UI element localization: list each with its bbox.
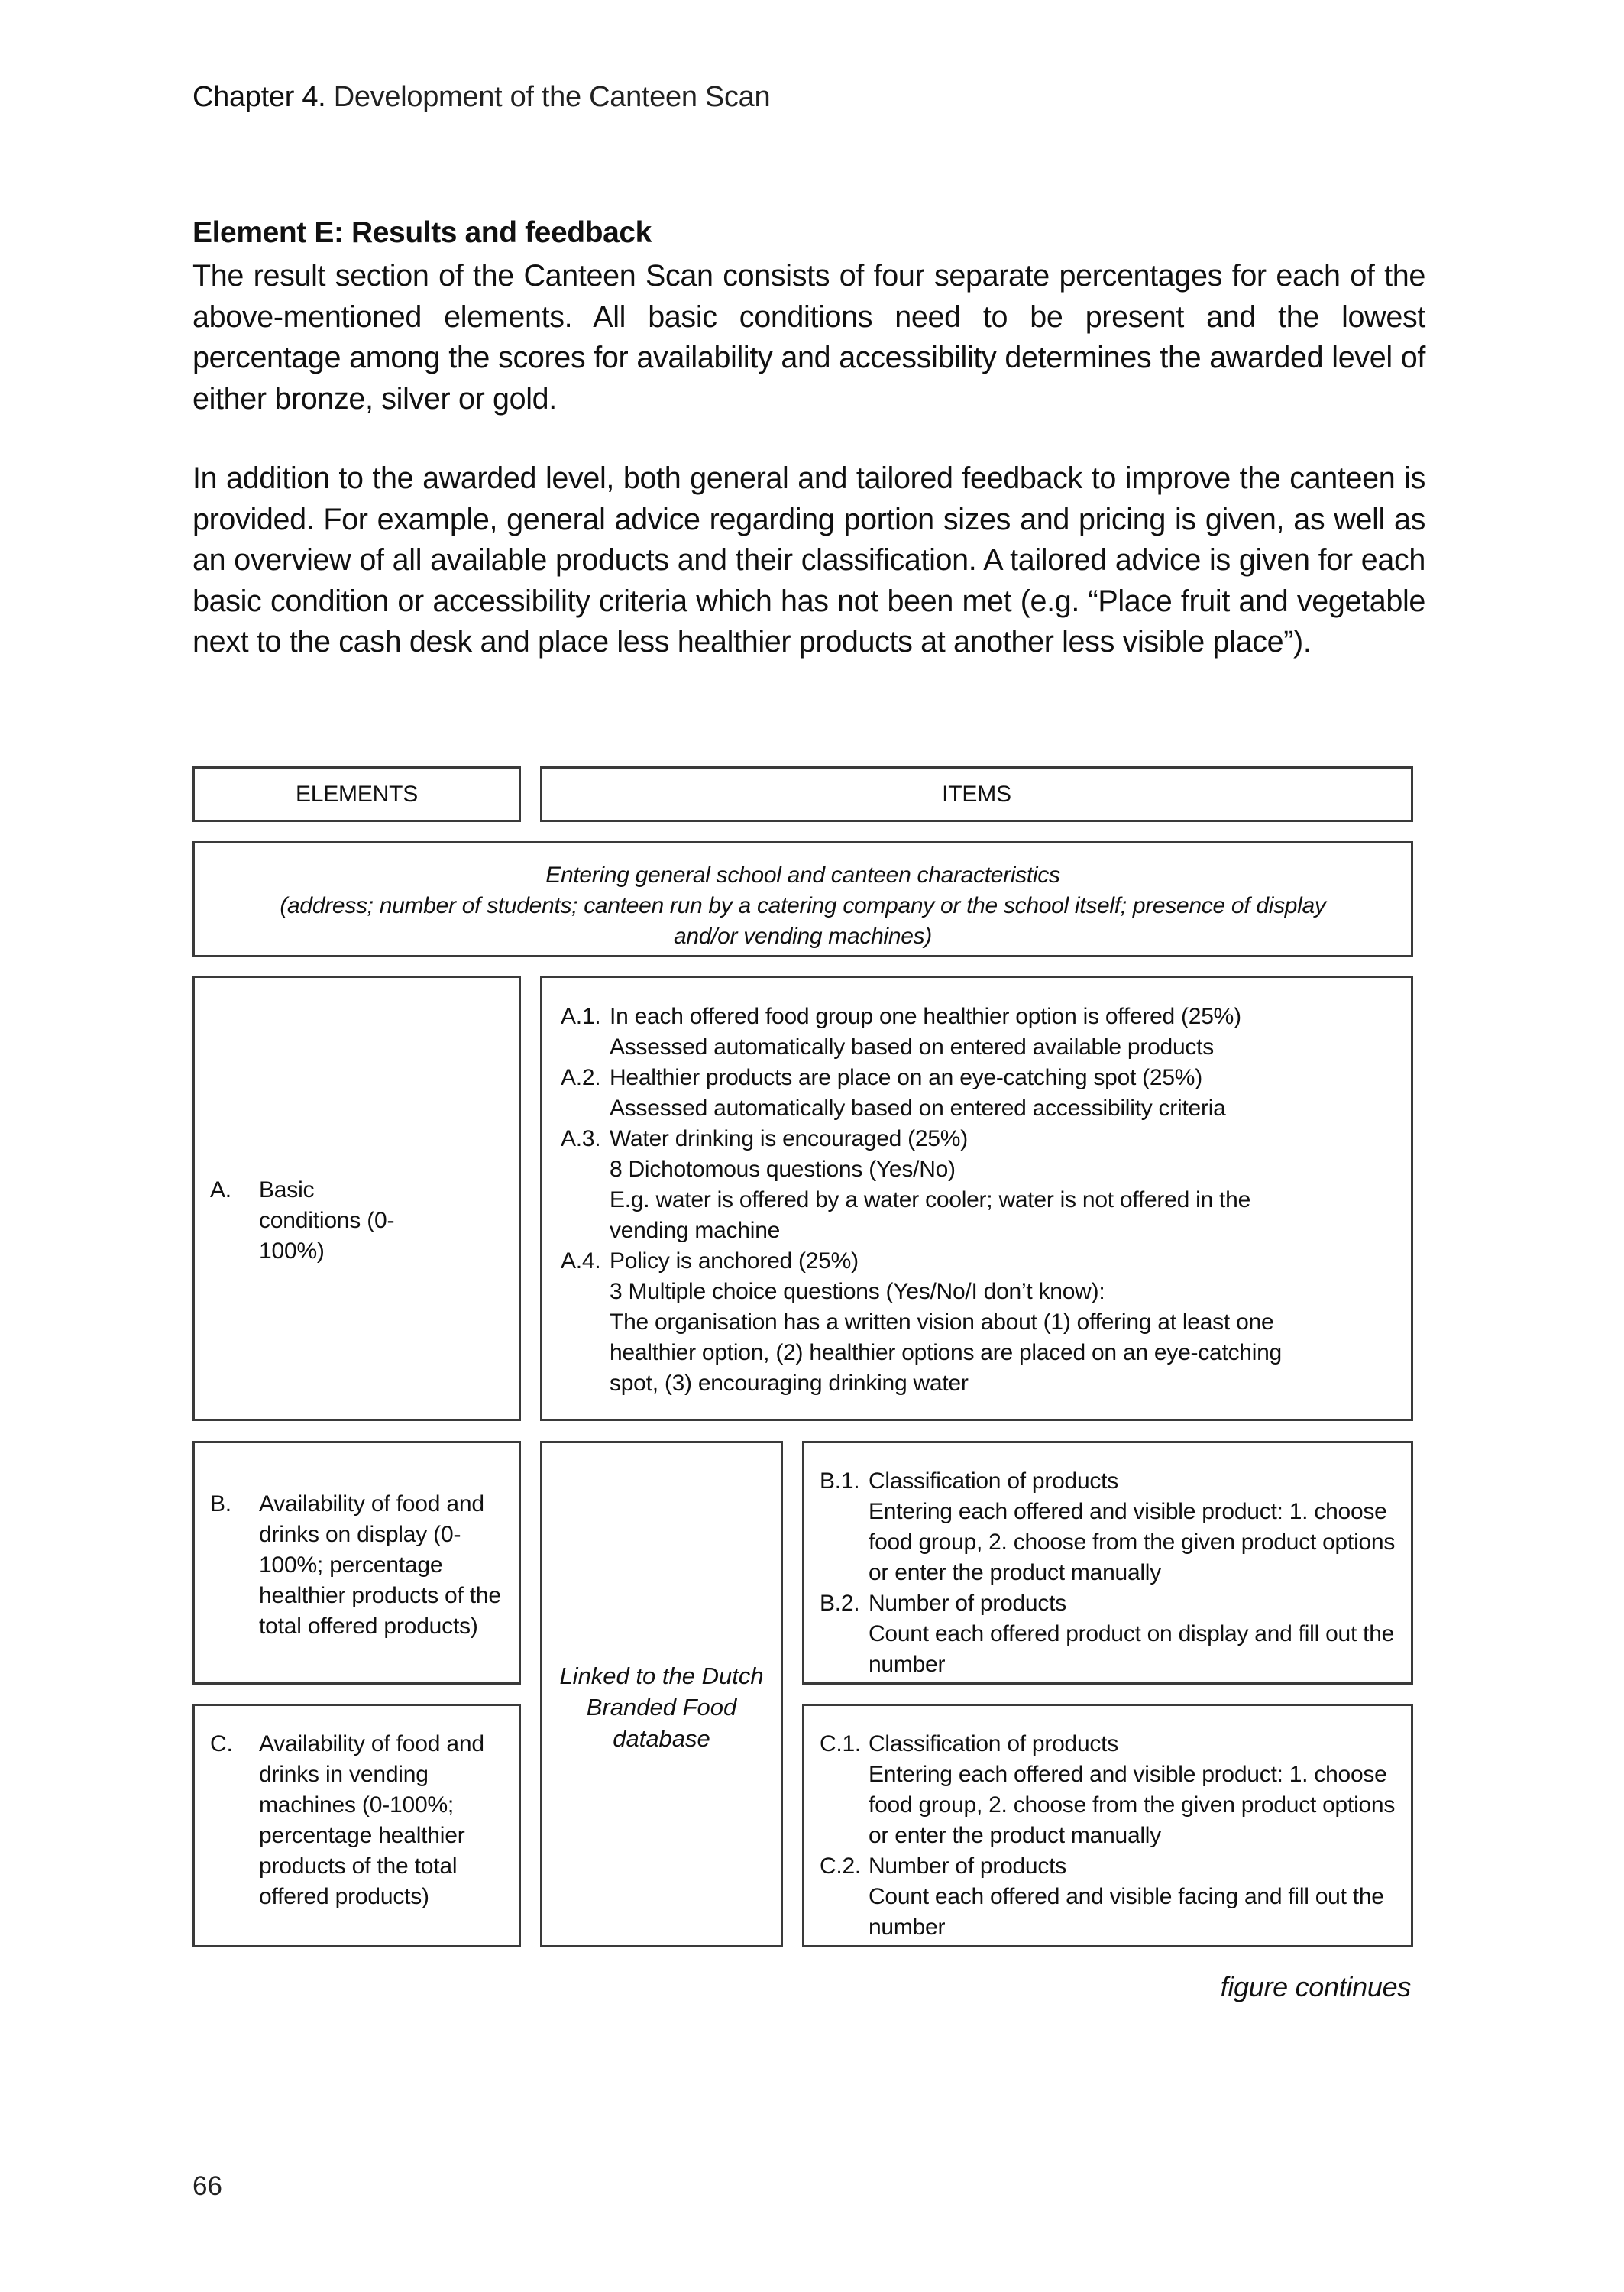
item-detail: Entering each offered and visible product: 1. choose food group, 2. choose from the given product options or enter the product manually [869, 1762, 1396, 1848]
page-number: 66 [192, 2171, 222, 2201]
item-code: B.2. [820, 1591, 860, 1616]
item-code: C.1. [820, 1731, 862, 1756]
element-a-box [192, 976, 521, 1421]
item-detail: Assessed automatically based on entered available products [610, 1034, 1214, 1060]
body-paragraph-2: In addition to the awarded level, both general and tailored feedback to improve the canteen is provided. For example, general advice regarding portion sizes and pricing is given, as well as an overview of all available products and their classification. A tailored advice is given for each basic condition or accessibility criteria which has not been met (e.g. “Place fruit and vegetable next to the cash desk and place less healthier products at another less visible place”). [192, 461, 1425, 659]
item-code: B.1. [820, 1468, 860, 1494]
section-heading: Element E: Results and feedback [192, 216, 652, 249]
item-detail: The organisation has a written vision about (1) offering at least one healthier option, (2) healthier options are placed on an eye-catching spot, (3) encouraging drinking water [610, 1309, 1282, 1396]
intro-characteristics-text [195, 860, 1411, 952]
item-detail: 3 Multiple choice questions (Yes/No/I don’t know): [610, 1279, 1105, 1304]
element-b-letter: B. [210, 1491, 231, 1517]
element-c-text: Availability of food and drinks in vending machines (0-100%; percentage healthier products of the total offered products) [259, 1731, 484, 1909]
item-b2 [820, 1588, 1402, 1619]
linked-database-note: Linked to the Dutch Branded Food database [559, 1662, 764, 1752]
chapter-number: Chapter 4. [192, 81, 326, 113]
intro-characteristics-box [192, 841, 1413, 957]
item-title: Water drinking is encouraged (25%) [610, 1126, 968, 1151]
intro-details: (address; number of students; canteen run by a catering company or the school itself; presence of display and/or vending machines) [280, 893, 1326, 949]
item-detail: Assessed automatically based on entered accessibility criteria [610, 1096, 1226, 1121]
element-c-items [820, 1729, 1402, 1943]
item-detail: E.g. water is offered by a water cooler; water is not offered in the vending machine [610, 1187, 1251, 1243]
item-c2 [820, 1851, 1402, 1882]
running-head [192, 81, 770, 114]
linked-database-box [540, 1441, 783, 1947]
item-title: Policy is anchored (25%) [610, 1248, 859, 1274]
element-b-items-box [802, 1441, 1413, 1685]
header-elements-label: ELEMENTS [295, 781, 419, 807]
element-b-box [192, 1441, 521, 1685]
item-a2 [561, 1063, 1319, 1093]
element-c-box [192, 1704, 521, 1947]
element-b-label [210, 1489, 511, 1642]
item-detail: Count each offered and visible facing and fill out the number [869, 1884, 1384, 1940]
element-c-letter: C. [210, 1731, 233, 1756]
item-a1 [561, 1002, 1319, 1032]
intro-title: Entering general school and canteen characteristics [545, 863, 1060, 888]
item-detail: Count each offered product on display and fill out the number [869, 1621, 1395, 1677]
item-a3 [561, 1124, 1319, 1154]
element-c-items-box [802, 1704, 1413, 1947]
figure-continues-note: figure continues [1220, 1971, 1411, 2002]
body-paragraph-1: The result section of the Canteen Scan consists of four separate percentages for each of the above-mentioned elements. All basic conditions need to be present and the lowest percentage among the scores for availability and accessibility determines the awarded level of either bronze, silver or gold. [192, 259, 1425, 416]
item-code: A.4. [561, 1248, 601, 1274]
item-c1 [820, 1729, 1402, 1759]
item-title: Number of products [869, 1591, 1066, 1616]
item-a4 [561, 1246, 1319, 1277]
item-b1 [820, 1466, 1402, 1497]
item-code: A.2. [561, 1065, 601, 1090]
item-title: Classification of products [869, 1468, 1118, 1494]
element-a-items [561, 1002, 1319, 1399]
item-code: C.2. [820, 1853, 862, 1879]
element-c-label [210, 1729, 511, 1912]
item-title: Classification of products [869, 1731, 1118, 1756]
item-title: Healthier products are place on an eye-catching spot (25%) [610, 1065, 1202, 1090]
item-detail: 8 Dichotomous questions (Yes/No) [610, 1157, 956, 1182]
item-title: In each offered food group one healthier option is offered (25%) [610, 1004, 1241, 1029]
item-code: A.3. [561, 1126, 601, 1151]
header-items-box [540, 766, 1413, 822]
element-a-letter: A. [210, 1177, 231, 1203]
header-items-label: ITEMS [942, 781, 1011, 807]
header-elements-box [192, 766, 521, 822]
chapter-title: Development of the Canteen Scan [325, 81, 771, 113]
item-title: Number of products [869, 1853, 1066, 1879]
element-a-label [210, 1175, 511, 1267]
element-b-text: Availability of food and drinks on display (0-100%; percentage healthier products of the total offered products) [259, 1491, 501, 1639]
element-a-items-box [540, 976, 1413, 1421]
item-detail: Entering each offered and visible product: 1. choose food group, 2. choose from the given product options or enter the product manually [869, 1499, 1396, 1585]
element-b-items [820, 1466, 1402, 1680]
item-code: A.1. [561, 1004, 601, 1029]
element-a-text: Basic conditions (0-100%) [259, 1177, 395, 1264]
